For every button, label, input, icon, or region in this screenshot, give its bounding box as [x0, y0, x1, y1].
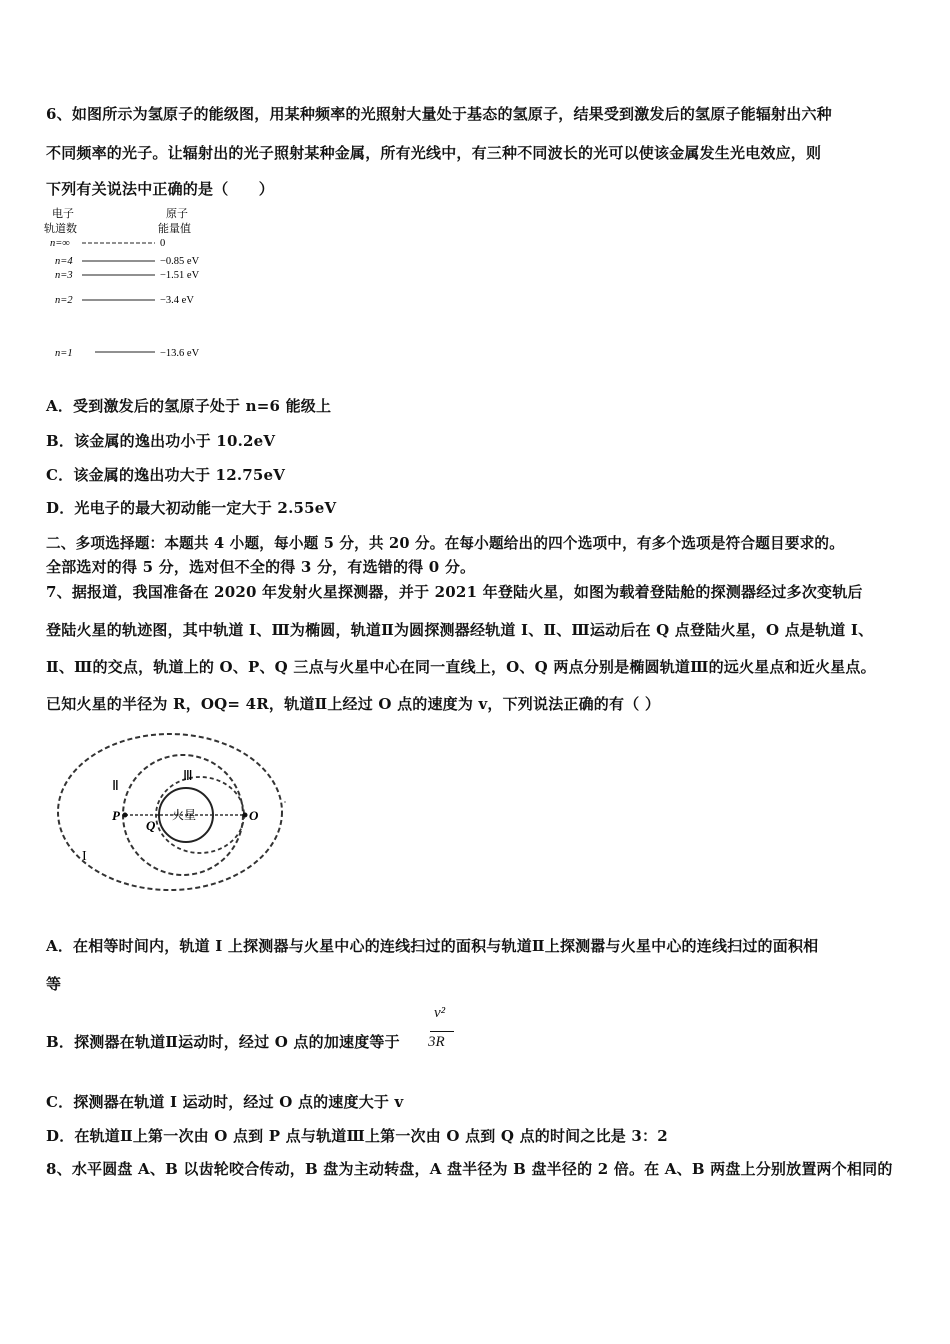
q7-option-b: B．探测器在轨道Ⅱ运动时，经过 O 点的加速度等于: [46, 1033, 400, 1051]
label-mars: 火星: [172, 808, 197, 822]
q7-line-4: 已知火星的半径为 R，OQ= 4R，轨道Ⅱ上经过 O 点的速度为 v，下列说法正确的有（ ）: [46, 695, 661, 713]
label-p: P: [112, 808, 120, 823]
section2-line-1: 二、多项选择题：本题共 4 小题，每小题 5 分，共 20 分。在每小题给出的四个选项中，有多个选项是符合题目要求的。: [46, 535, 844, 552]
point-p-dot: [123, 813, 128, 818]
level-energy-2: −3.4 eV: [160, 295, 194, 306]
label-orbit-i: I: [82, 849, 87, 864]
q6-option-a: A．受到激发后的氢原子处于 n=6 能级上: [46, 397, 332, 415]
fraction-numerator: v²: [434, 1005, 446, 1021]
section2-line-2: 全部选对的得 5 分，选对但不全的得 3 分，有选错的得 0 分。: [46, 558, 476, 576]
q7-option-d: D．在轨道Ⅱ上第一次由 O 点到 P 点与轨道Ⅲ上第一次由 O 点到 Q 点的时间之比是 3：2: [46, 1127, 668, 1145]
q7-line-3: Ⅱ、Ⅲ的交点，轨道上的 O、P、Q 三点与火星中心在同一直线上，O、Q 两点分别是椭圆轨道Ⅲ的远火星点和近火星点。: [46, 658, 876, 676]
mars-orbit-figure: [50, 730, 300, 900]
header-left-1: 电子: [52, 208, 74, 220]
point-o-dot: [243, 813, 248, 818]
q8-line-1: 8、水平圆盘 A、B 以齿轮咬合传动，B 盘为主动转盘，A 盘半径为 B 盘半径的 2 倍。在 A、B 两盘上分别放置两个相同的: [46, 1160, 893, 1178]
q7-line-1: 7、据报道，我国准备在 2020 年发射火星探测器，并于 2021 年登陆火星，如图为载着登陆舱的探测器经过多次变轨后: [46, 583, 863, 601]
header-right-1: 原子: [166, 208, 188, 220]
q6-line-2: 不同频率的光子。让辐射出的光子照射某种金属，所有光线中，有三种不同波长的光可以使该金属发生光电效应，则: [46, 144, 822, 162]
energy-level-diagram: [40, 205, 240, 365]
q7-option-a-line-2: 等: [46, 975, 62, 993]
header-left-2: 轨道数: [44, 223, 77, 235]
q7-line-2: 登陆火星的轨迹图，其中轨道 I、Ⅲ为椭圆，轨道Ⅱ为圆探测器经轨道 I、Ⅱ、Ⅲ运动后在 Q 点登陆火星，O 点是轨道 I、: [46, 621, 874, 639]
q7-option-a-line-1: A．在相等时间内，轨道 I 上探测器与火星中心的连线扫过的面积与轨道Ⅱ上探测嚣与火星中心的连线扫过的面积相: [46, 937, 819, 955]
fraction-denominator: 3R: [428, 1034, 445, 1050]
level-label-2: n=2: [55, 295, 73, 306]
level-label-1: n=1: [55, 348, 73, 359]
q6-line-3: 下列有关说法中正确的是（ ）: [46, 180, 275, 198]
level-energy-1: −13.6 eV: [160, 348, 200, 359]
label-o: O: [249, 808, 259, 823]
q6-option-b: B．该金属的逸出功小于 10.2eV: [46, 432, 276, 450]
level-label-inf: n=∞: [50, 238, 70, 249]
label-q: Q: [146, 818, 156, 833]
label-orbit-ii: Ⅱ: [112, 779, 119, 794]
level-energy-3: −1.51 eV: [160, 270, 200, 281]
fraction-bar: [430, 1031, 454, 1032]
q6-option-c: C．该金属的逸出功大于 12.75eV: [46, 466, 286, 484]
q6-line-1: 6、如图所示为氢原子的能级图，用某种频率的光照射大量处于基态的氢原子，结果受到激发后的氢原子能辐射出六种: [46, 105, 832, 123]
label-orbit-iii: Ⅲ: [183, 769, 193, 784]
q6-option-d: D．光电子的最大初动能一定大于 2.55eV: [46, 499, 337, 517]
level-label-3: n=3: [55, 270, 73, 281]
q7-option-b-fraction: [428, 1005, 458, 1055]
level-energy-inf: 0: [160, 238, 166, 249]
scan-speck: [284, 801, 286, 803]
header-right-2: 能量值: [158, 223, 191, 235]
level-energy-4: −0.85 eV: [160, 256, 200, 267]
q7-option-c: C．探测器在轨道 I 运动时，经过 O 点的速度大于 v: [46, 1093, 404, 1111]
level-label-4: n=4: [55, 256, 73, 267]
